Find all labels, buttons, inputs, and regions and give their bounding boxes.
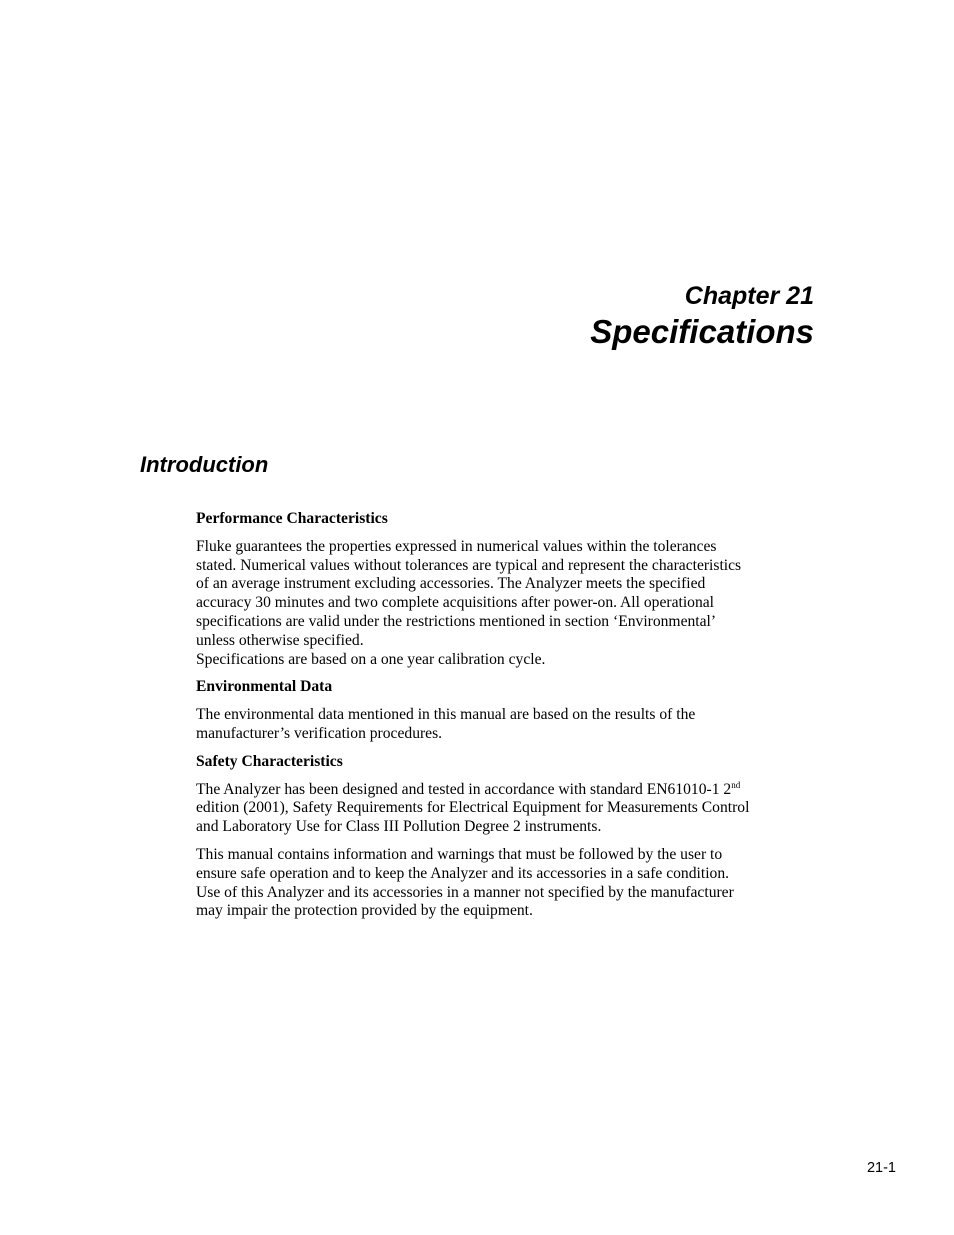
- text-line: may impair the protection provided by the equipment.: [196, 902, 533, 920]
- safety-heading: Safety Characteristics: [196, 752, 343, 770]
- text-line: The environmental data mentioned in this manual are based on the results of the: [196, 706, 696, 724]
- environmental-heading: Environmental Data: [196, 678, 333, 696]
- text-line: [196, 781, 816, 800]
- text-line-main: The Analyzer has been designed and tested in accordance with standard EN61010-1 2: [196, 780, 732, 798]
- chapter-title: Specifications: [590, 313, 814, 350]
- chapter-label: Chapter 21: [684, 282, 814, 310]
- text-line: manufacturer’s verification procedures.: [196, 724, 443, 742]
- performance-paragraph: [196, 538, 816, 670]
- section-heading-introduction: Introduction: [140, 452, 269, 477]
- safety-paragraph-standard: [196, 781, 816, 837]
- text-line: ensure safe operation and to keep the Analyzer and its accessories in a safe condition.: [196, 864, 730, 882]
- text-line: edition (2001), Safety Requirements for Electrical Equipment for Measurements Control: [196, 799, 750, 817]
- text-line: This manual contains information and warnings that must be followed by the user to: [196, 845, 723, 863]
- environmental-paragraph: [196, 706, 816, 744]
- performance-heading: Performance Characteristics: [196, 510, 388, 527]
- safety-paragraph-warnings: [196, 846, 816, 921]
- chapter-header: [590, 280, 814, 352]
- text-line: accuracy 30 minutes and two complete acquisitions after power-on. All operational: [196, 594, 715, 612]
- text-line: and Laboratory Use for Class III Pollution Degree 2 instruments.: [196, 818, 602, 836]
- document-body: [196, 510, 816, 930]
- ordinal-superscript: nd: [731, 779, 741, 790]
- text-line: unless otherwise specified.: [196, 631, 364, 649]
- text-line: Specifications are based on a one year calibration cycle.: [196, 650, 546, 668]
- text-line: specifications are valid under the restrictions mentioned in section ‘Environmental’: [196, 612, 717, 630]
- text-line: stated. Numerical values without tolerances are typical and represent the characteristics: [196, 556, 742, 574]
- text-line: Fluke guarantees the properties expressed in numerical values within the tolerances: [196, 537, 717, 555]
- text-line: Use of this Analyzer and its accessories in a manner not specified by the manufacturer: [196, 883, 734, 901]
- page-number: 21-1: [866, 1160, 896, 1176]
- text-line: of an average instrument excluding accessories. The Analyzer meets the specified: [196, 575, 706, 593]
